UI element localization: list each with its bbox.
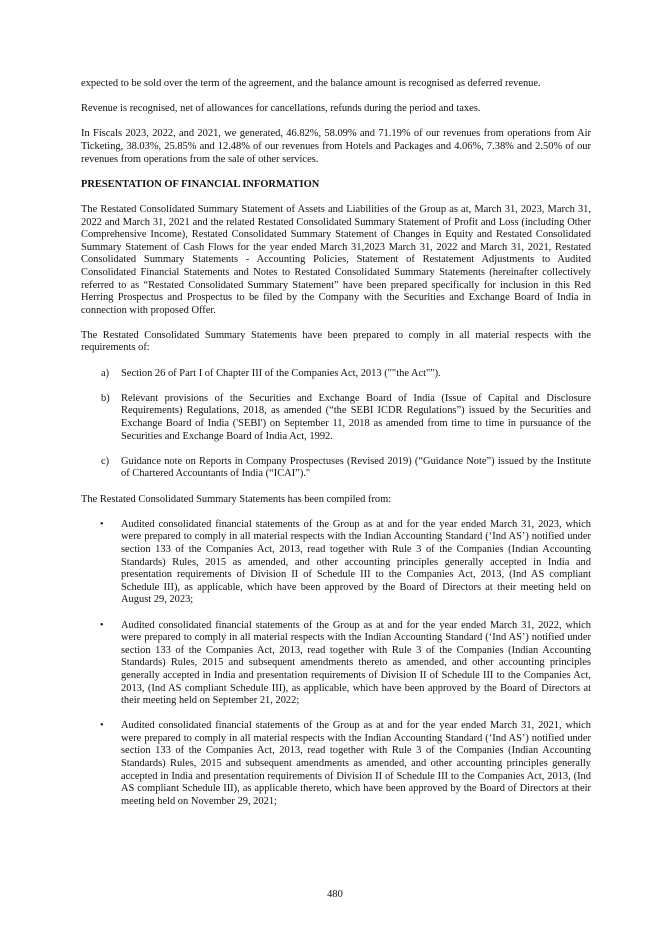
list-item — [81, 519, 591, 607]
list-item-text: Audited consolidated financial statements of the Group as at and for the year ended March 31, 2021, which were prepared to comply in all material respects with the Indian Accounting Standard (‘Ind AS’) notified under section 133 of the Companies Act, 2013, read together with Rule 3 of the Companies (Indian Accounting Standards) Rules, 2015 and subsequent amendments as amended, and other accounting principles generally accepted in India and presentation requirements of Division II of Schedule III to the Companies Act, 2013, (Ind AS compliant Schedule III), as applicable thereto, which have been approved by the Board of Directors at their meeting held on November 29, 2021; — [121, 720, 591, 807]
list-item — [81, 620, 591, 708]
bullet-icon: • — [100, 518, 104, 530]
compiled-from-list — [81, 519, 591, 809]
paragraph-deferred-revenue: expected to be sold over the term of the agreement, and the balance amount is recognised as deferred revenue. — [81, 78, 541, 89]
list-item — [81, 456, 591, 481]
document-page — [81, 78, 591, 821]
paragraph-presentation-intro: The Restated Consolidated Summary Statement of Assets and Liabilities of the Group as at, March 31, 2023, March 31, 2022 and March 31, 2021 and the related Restated Consolidated Summary Statement of Profit and Loss (including Other Comprehensive Income), Restated Consolidated Summary Statement of Changes in Equity and Restated Consolidated Summary Statement of Cash Flows for the year ended March 31,2023 March 31, 2022 and March 31, 2021, Restated Consolidated Summary Statements - Accounting Policies, Statement of Restatement Adjustments to Audited Consolidated Financial Statements and Notes to Restated Consolidated Summary Statements (hereinafter collectively referred to as “Restated Consolidated Summary Statement” have been prepared specifically for inclusion in this Red Herring Prospectus and Prospectus to be filed by the Company with the Securities and Exchange Board of India in connection with proposed Offer. — [81, 203, 591, 316]
paragraph-revenue-recognition: Revenue is recognised, net of allowances for cancellations, refunds during the period and taxes. — [81, 103, 481, 115]
paragraph-revenue-breakdown: In Fiscals 2023, 2022, and 2021, we generated, 46.82%, 58.09% and 71.19% of our revenues from operations from Air Ticketing, 38.03%, 25.85% and 12.48% of our revenues from Hotels and Packages and 4.06%, 7.38% and 2.50% of our revenues from operations from the sale of other services. — [81, 128, 591, 165]
list-item — [81, 720, 591, 808]
paragraph-compiled-lead: The Restated Consolidated Summary Statements has been compiled from: — [81, 493, 392, 505]
list-item-text: Guidance note on Reports in Company Prospectuses (Revised 2019) (“Guidance Note”) issued by the Institute of Chartered Accountants of India (“ICAI”)." — [121, 455, 591, 480]
list-item-text: Relevant provisions of the Securities and Exchange Board of India (Issue of Capital and Disclosure Requirements) Regulations, 2018, as amended (“the SEBI ICDR Regulations”) issued by the Securities and Exchange Board of India ('SEBI') on September 11, 2018 as amended from time to time in pursuance of the Securities and Exchange Board of India Act, 1992. — [121, 392, 591, 442]
paragraph-requirements-lead: The Restated Consolidated Summary Statements have been prepared to comply in all material respects with the requirements of: — [81, 329, 591, 354]
requirements-list — [81, 368, 591, 481]
list-item-text: Audited consolidated financial statements of the Group as at and for the year ended March 31, 2023, which were prepared to comply in all material respects with the Indian Accounting Standard (‘Ind AS’) notified under section 133 of the Companies Act, 2013, read together with Rule 3 of the Companies (Indian Accounting Standards) Rules, 2015 as amended, and other accounting principles generally accepted in India and presentation requirements of Division II of Schedule III to the Companies Act, 2013, (Ind AS compliant Schedule III), as applicable, which have been approved by the Board of Directors at their meeting held on August 29, 2023; — [121, 518, 591, 606]
list-item-text: Audited consolidated financial statements of the Group as at and for the year ended March 31, 2022, which were prepared to comply in all material respects with the Indian Accounting Standard (‘Ind AS’) notified under section 133 of the Companies Act, 2013, read together with Rule 3 of the Companies (Indian Accounting Standards) Rules, 2015 and subsequent amendments thereto as amended, and other accounting principles generally accepted in India and presentation requirements of Division II of Schedule III to the Companies Act, 2013, (Ind AS compliant Schedule III), as applicable, which have been approved by the Board of Directors at their meeting held on September 21, 2022; — [121, 619, 591, 707]
page-number: 480 — [327, 889, 343, 900]
bullet-icon: • — [100, 619, 104, 631]
section-heading: PRESENTATION OF FINANCIAL INFORMATION — [81, 178, 320, 190]
list-marker: b) — [101, 392, 110, 404]
list-marker: a) — [101, 367, 110, 379]
list-item-text: Section 26 of Part I of Chapter III of the Companies Act, 2013 (""the Act""). — [121, 367, 441, 379]
list-item — [81, 368, 591, 381]
list-marker: c) — [101, 455, 110, 467]
list-item — [81, 393, 591, 443]
bullet-icon: • — [100, 720, 104, 732]
